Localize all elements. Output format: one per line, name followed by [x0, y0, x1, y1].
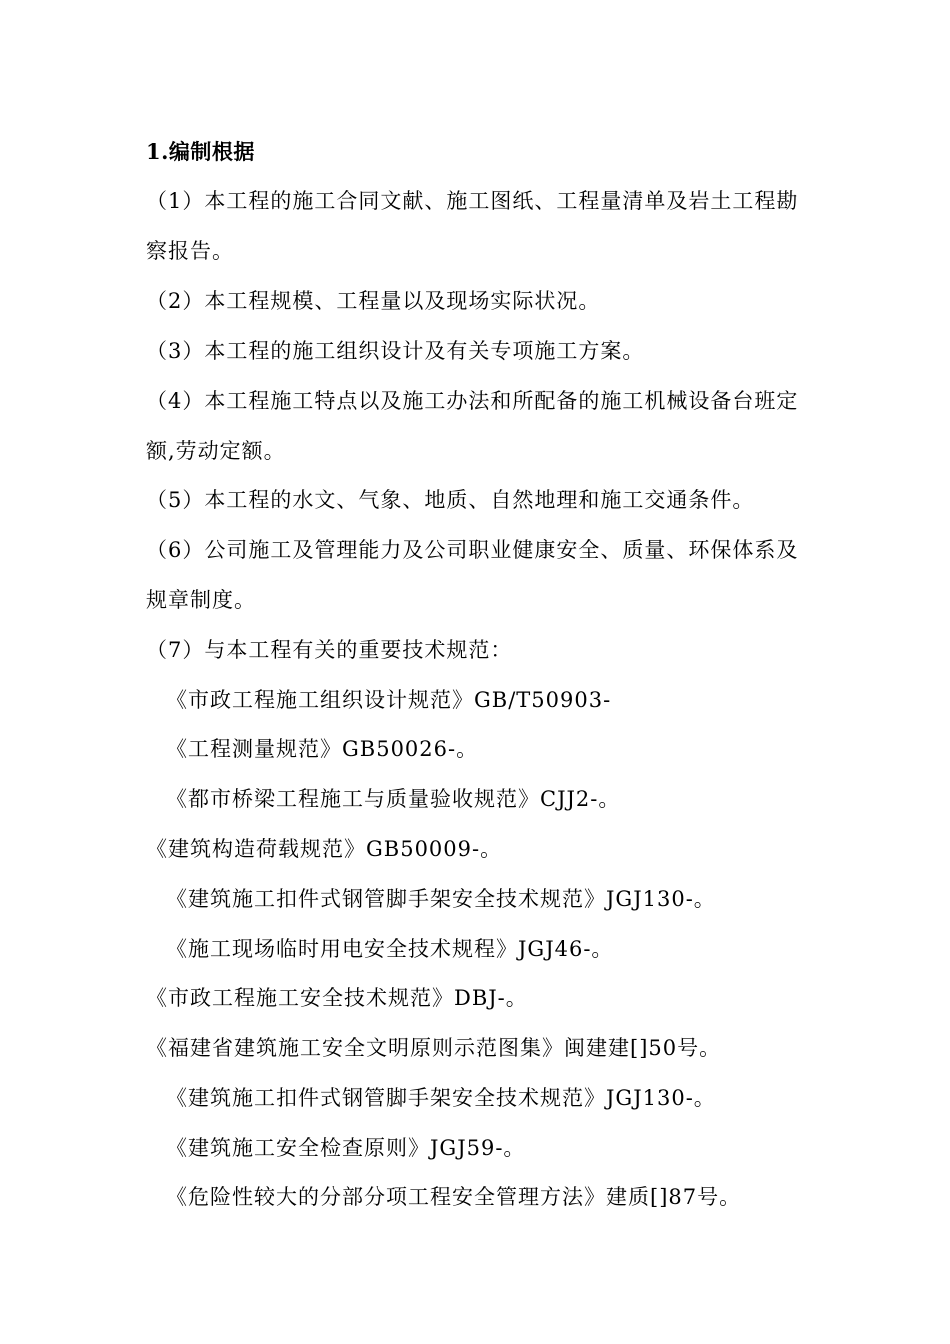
basis-item-6-line-2: 规章制度。: [146, 588, 256, 612]
basis-item-7: （7）与本工程有关的重要技术规范：: [146, 638, 513, 662]
basis-item-4-line-1: （4）本工程施工特点以及施工办法和所配备的施工机械设备台班定: [146, 389, 799, 413]
standard-item: 《都市桥梁工程施工与质量验收规范》CJJ2-。: [166, 787, 621, 811]
section-heading: 1.编制根据: [146, 139, 255, 164]
standard-item: 《危险性较大的分部分项工程安全管理方法》建质[]87号。: [166, 1185, 742, 1209]
standard-item: 《建筑施工扣件式钢管脚手架安全技术规范》JGJ130-。: [166, 1086, 716, 1110]
basis-item-5: （5）本工程的水文、气象、地质、自然地理和施工交通条件。: [146, 488, 755, 512]
basis-item-1-line-1: （1）本工程的施工合同文献、施工图纸、工程量清单及岩土工程勘: [146, 189, 799, 213]
standard-item: 《市政工程施工组织设计规范》GB/T50903-: [166, 688, 612, 712]
standard-item: 《建筑施工扣件式钢管脚手架安全技术规范》JGJ130-。: [166, 887, 716, 911]
basis-item-3: （3）本工程的施工组织设计及有关专项施工方案。: [146, 339, 645, 363]
basis-item-1-line-2: 察报告。: [146, 239, 234, 263]
basis-item-4-line-2: 额,劳动定额。: [146, 439, 286, 463]
standard-item: 《福建省建筑施工安全文明原则示范图集》闽建建[]50号。: [146, 1036, 722, 1060]
basis-item-6-line-1: （6）公司施工及管理能力及公司职业健康安全、质量、环保体系及: [146, 538, 799, 562]
standard-item: 《施工现场临时用电安全技术规程》JGJ46-。: [166, 937, 614, 961]
basis-item-2: （2）本工程规模、工程量以及现场实际状况。: [146, 289, 601, 313]
standard-item: 《工程测量规范》GB50026-。: [166, 737, 479, 761]
standard-item: 《建筑构造荷载规范》GB50009-。: [146, 837, 503, 861]
standard-item: 《市政工程施工安全技术规范》DBJ-。: [146, 986, 528, 1010]
standard-item: 《建筑施工安全检查原则》JGJ59-。: [166, 1136, 526, 1160]
